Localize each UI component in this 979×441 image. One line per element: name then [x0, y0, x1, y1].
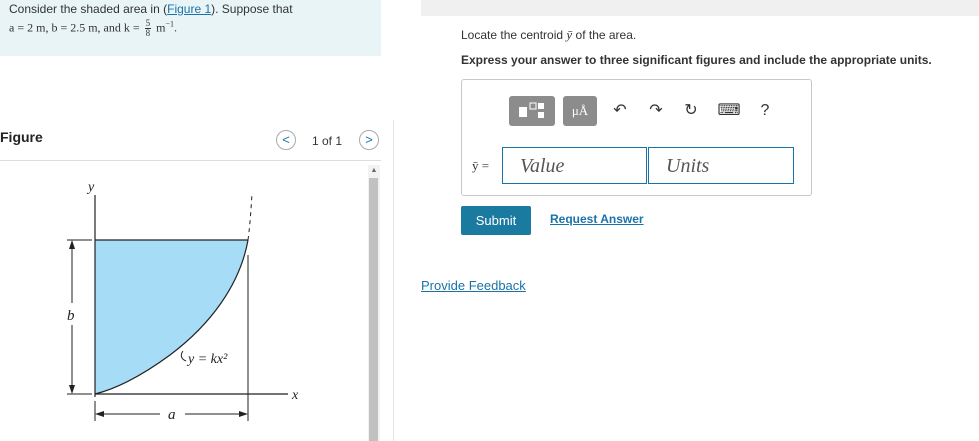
figure-link[interactable]: Figure 1 — [167, 2, 212, 16]
problem-text-line1 — [9, 2, 293, 16]
curve-extension — [248, 193, 252, 240]
scroll-up-icon[interactable]: ▲ — [370, 167, 378, 174]
keyboard-icon[interactable]: ⌨ — [717, 102, 741, 119]
figure-prev-button[interactable]: < — [276, 130, 296, 150]
y-axis-label: y — [88, 180, 95, 195]
instruction-variable: ȳ — [566, 27, 573, 42]
a-arrow-left — [95, 411, 104, 417]
figure-diagram — [0, 165, 365, 441]
top-grey-bar — [421, 0, 979, 16]
figure-pager: 1 of 1 — [312, 134, 343, 148]
instruction-bold-text: Express your answer to three significant figures and include the appropriate units. — [461, 53, 932, 67]
k-denominator: 8 — [145, 28, 151, 38]
instruction-prefix: Locate the centroid — [461, 28, 567, 42]
undo-icon[interactable]: ↶ — [613, 102, 627, 119]
instruction-text — [461, 27, 636, 43]
provide-feedback-link[interactable]: Provide Feedback — [421, 278, 526, 293]
problem-text-line2: a = 2 m, b = 2.5 m, and k = $\frac{5}{8}$ $m^{-1}$. — [9, 18, 177, 38]
templates-button[interactable] — [509, 96, 555, 126]
figure-scroll-thumb[interactable] — [369, 178, 378, 441]
figure-divider — [0, 160, 381, 161]
shaded-area — [95, 240, 248, 394]
figure-next-button[interactable]: > — [359, 130, 379, 150]
a-dimension-label: a — [168, 407, 176, 423]
help-icon[interactable]: ? — [760, 102, 770, 119]
k-unit: m — [156, 20, 166, 35]
figure-title: Figure — [0, 129, 43, 145]
units-placeholder: Units — [666, 155, 710, 177]
curve-label-leader — [181, 351, 186, 361]
a-value: a = 2 m — [9, 20, 46, 35]
submit-button[interactable]: Submit — [461, 206, 531, 235]
k-fraction — [145, 19, 152, 38]
units-button[interactable]: μÅ — [563, 96, 597, 126]
instruction-suffix: of the area. — [572, 28, 637, 42]
answer-variable-label: ȳ = — [472, 158, 490, 173]
b-arrow-bottom — [69, 385, 75, 394]
panel-divider — [393, 120, 394, 441]
value-placeholder: Value — [520, 155, 565, 177]
redo-icon[interactable]: ↷ — [649, 102, 663, 119]
x-axis-label: x — [292, 388, 299, 403]
reset-icon[interactable]: ↻ — [684, 102, 698, 119]
b-arrow-top — [69, 240, 75, 249]
b-dimension-label: b — [67, 308, 75, 324]
curve-equation-label: y = kx² — [188, 352, 228, 367]
template-icon — [509, 96, 555, 126]
k-exponent: −1 — [165, 19, 174, 29]
request-answer-link[interactable]: Request Answer — [550, 212, 644, 226]
k-numerator: 5 — [145, 18, 151, 28]
b-value: b = 2.5 m — [51, 20, 98, 35]
a-arrow-right — [239, 411, 248, 417]
problem-text-prefix: Consider the shaded area in ( — [9, 2, 168, 16]
problem-text-suffix: ). Suppose that — [211, 2, 293, 16]
k-label: and k = — [103, 20, 140, 35]
